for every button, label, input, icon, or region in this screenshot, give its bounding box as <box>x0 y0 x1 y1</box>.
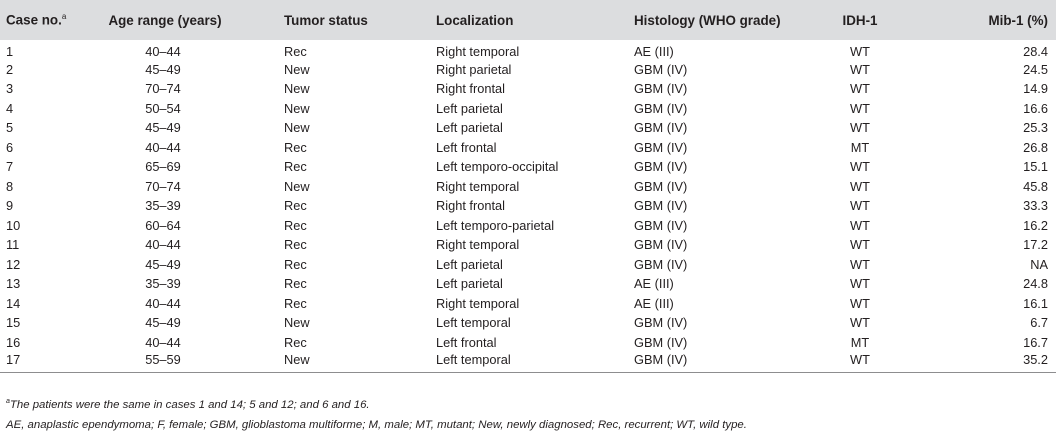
cell-idh1: MT <box>850 334 870 350</box>
cell-case-no: 11 <box>6 237 20 253</box>
footnote-a-sup: a <box>6 398 10 405</box>
cell-age-range: 55–59 <box>88 352 278 373</box>
cell-tumor-status: New <box>284 120 310 136</box>
table-row <box>0 157 1056 177</box>
table-row <box>0 118 1056 138</box>
footnote-abbreviations: AE, anaplastic ependymoma; F, female; GBM, glioblastoma multiforme; M, male; MT, mutant; New, newly diagnosed; Rec, recurrent; WT, wild type. <box>6 418 747 431</box>
cell-mib1: 16.7 <box>1023 334 1048 350</box>
cell-age-range: 45–49 <box>145 120 181 136</box>
cell-histology: GBM (IV) <box>628 352 814 373</box>
cell-localization: Right temporal <box>436 178 520 194</box>
cell-case-no: 10 <box>6 217 21 233</box>
header-mib1: Mib-1 (%) <box>942 0 1056 40</box>
cell-mib1: 33.3 <box>1023 198 1048 214</box>
cell-case-no: 13 <box>6 276 21 292</box>
cell-case-no: 12 <box>6 256 21 272</box>
cell-histology: GBM (IV) <box>634 178 688 194</box>
cell-idh1: WT <box>850 237 870 253</box>
table-row <box>0 274 1056 294</box>
table-row <box>0 333 1056 353</box>
cell-idh1: WT <box>850 100 870 116</box>
cell-tumor-status: Rec <box>284 198 307 214</box>
cell-histology: GBM (IV) <box>634 139 688 155</box>
table-row <box>0 177 1056 197</box>
cell-localization: Right temporal <box>436 237 520 253</box>
cell-idh1: WT <box>850 120 870 136</box>
cell-histology: GBM (IV) <box>634 256 688 272</box>
table-row <box>0 40 1056 60</box>
cell-histology: GBM (IV) <box>634 334 688 350</box>
cell-age-range: 45–49 <box>145 315 181 331</box>
table-row <box>0 60 1056 80</box>
header-idh1: IDH-1 <box>814 0 942 40</box>
cell-case-no: 8 <box>6 178 14 194</box>
cell-mib1: NA <box>1030 256 1048 272</box>
cell-age-range: 40–44 <box>145 334 181 350</box>
table-row <box>0 99 1056 119</box>
header-age-range: Age range (years) <box>88 0 278 40</box>
header-case-no: Case no.$^a$ <box>0 0 88 40</box>
cell-localization: Left temporo-parietal <box>436 217 555 233</box>
cell-tumor-status: Rec <box>284 295 307 311</box>
cell-case-no: 15 <box>6 315 21 331</box>
cell-idh1: WT <box>850 159 870 175</box>
cell-case-no: 6 <box>6 139 14 155</box>
cell-idh1: WT <box>850 256 870 272</box>
cell-tumor-status: New <box>284 61 310 77</box>
cell-case-no: 17 <box>0 352 88 373</box>
cell-mib1: 16.1 <box>1023 295 1048 311</box>
cell-age-range: 60–64 <box>145 217 181 233</box>
cell-age-range: 35–39 <box>145 276 181 292</box>
cell-age-range: 70–74 <box>145 178 181 194</box>
cell-localization: Right frontal <box>436 81 505 97</box>
cell-histology: AE (III) <box>634 276 674 292</box>
cell-age-range: 40–44 <box>145 237 181 253</box>
cell-histology: GBM (IV) <box>634 237 688 253</box>
table-row <box>0 255 1056 275</box>
cell-localization: Right parietal <box>436 61 512 77</box>
cell-histology: GBM (IV) <box>634 315 688 331</box>
cell-mib1: 45.8 <box>1023 178 1048 194</box>
cell-case-no: 9 <box>6 198 14 214</box>
cell-age-range: 65–69 <box>145 159 181 175</box>
cell-idh1: WT <box>850 198 870 214</box>
cell-mib1: 35.2 <box>942 352 1056 373</box>
cell-localization: Left frontal <box>436 334 497 350</box>
cell-idh1: WT <box>850 44 870 60</box>
cell-age-range: 35–39 <box>145 198 181 214</box>
cell-localization: Left parietal <box>436 276 503 292</box>
cell-tumor-status: New <box>284 315 310 331</box>
cell-localization: Left temporo-occipital <box>436 159 559 175</box>
table-row <box>0 196 1056 216</box>
header-row <box>0 0 1056 40</box>
cell-case-no: 7 <box>6 159 14 175</box>
cell-tumor-status: Rec <box>284 159 307 175</box>
cell-mib1: 25.3 <box>1023 120 1048 136</box>
cell-age-range: 40–44 <box>145 295 181 311</box>
cell-age-range: 45–49 <box>145 61 181 77</box>
cell-mib1: 6.7 <box>1030 315 1048 331</box>
cell-localization: Left temporal <box>430 352 628 373</box>
cell-age-range: 70–74 <box>145 81 181 97</box>
cell-idh1: WT <box>850 295 870 311</box>
cell-tumor-status: Rec <box>284 276 307 292</box>
table-row <box>0 79 1056 99</box>
cell-case-no: 1 <box>6 44 14 60</box>
header-tumor-status: Tumor status <box>278 0 430 40</box>
cell-tumor-status: New <box>284 81 310 97</box>
cell-tumor-status: Rec <box>284 139 307 155</box>
cell-histology: AE (III) <box>634 295 674 311</box>
cell-case-no: 4 <box>6 100 14 116</box>
cell-tumor-status: Rec <box>284 44 307 60</box>
footnote-a <box>6 392 747 415</box>
cell-age-range: 40–44 <box>145 44 181 60</box>
cell-localization: Left parietal <box>436 100 503 116</box>
table-body <box>0 40 1056 373</box>
cell-tumor-status: Rec <box>284 217 307 233</box>
cell-idh1: WT <box>850 81 870 97</box>
cell-histology: GBM (IV) <box>634 159 688 175</box>
cell-mib1: 26.8 <box>1023 139 1048 155</box>
cell-mib1: 16.6 <box>1023 100 1048 116</box>
cell-tumor-status: New <box>284 178 310 194</box>
cell-mib1: 24.8 <box>1023 276 1048 292</box>
cell-age-range: 40–44 <box>145 139 181 155</box>
cell-mib1: 24.5 <box>1023 61 1048 77</box>
cell-tumor-status: New <box>278 352 430 373</box>
cell-age-range: 45–49 <box>145 256 181 272</box>
table-header <box>0 0 1056 40</box>
footnote-a-text: The patients were the same in cases 1 and 14; 5 and 12; and 6 and 16. <box>9 398 370 411</box>
cell-localization: Left frontal <box>436 139 497 155</box>
cell-localization: Right temporal <box>436 295 520 311</box>
cell-localization: Left parietal <box>436 120 503 136</box>
cell-mib1: 16.2 <box>1023 217 1048 233</box>
cell-histology: GBM (IV) <box>634 100 688 116</box>
cell-idh1: WT <box>814 352 942 373</box>
cell-histology: GBM (IV) <box>634 81 688 97</box>
cell-tumor-status: Rec <box>284 334 307 350</box>
cell-localization: Left parietal <box>436 256 503 272</box>
cell-histology: GBM (IV) <box>634 217 688 233</box>
cell-idh1: WT <box>850 178 870 194</box>
cell-tumor-status: Rec <box>284 237 307 253</box>
header-case-sup: a <box>61 12 67 22</box>
cell-idh1: WT <box>850 61 870 77</box>
header-localization: Localization <box>430 0 628 40</box>
cell-mib1: 14.9 <box>1023 81 1048 97</box>
table-row <box>0 352 1056 373</box>
cell-idh1: WT <box>850 276 870 292</box>
cell-localization: Left temporal <box>436 315 511 331</box>
cell-histology: GBM (IV) <box>634 120 688 136</box>
cell-mib1: 28.4 <box>1023 44 1048 60</box>
cell-case-no: 3 <box>6 81 14 97</box>
table-row <box>0 313 1056 333</box>
table-row <box>0 294 1056 314</box>
cell-tumor-status: New <box>284 100 310 116</box>
cell-idh1: WT <box>850 315 870 331</box>
cell-idh1: MT <box>850 139 870 155</box>
header-histology: Histology (WHO grade) <box>628 0 814 40</box>
cell-tumor-status: Rec <box>284 256 307 272</box>
table-footnotes <box>6 392 747 435</box>
table-row <box>0 235 1056 255</box>
table-row <box>0 138 1056 158</box>
cell-case-no: 2 <box>6 61 14 77</box>
cell-histology: AE (III) <box>634 44 674 60</box>
cell-age-range: 50–54 <box>145 100 181 116</box>
cell-mib1: 17.2 <box>1023 237 1048 253</box>
cell-mib1: 15.1 <box>1023 159 1048 175</box>
cell-histology: GBM (IV) <box>634 61 688 77</box>
cell-localization: Right temporal <box>436 44 520 60</box>
cell-idh1: WT <box>850 217 870 233</box>
cell-case-no: 14 <box>6 295 21 311</box>
table-row <box>0 216 1056 236</box>
cell-case-no: 5 <box>6 120 14 136</box>
cell-histology: GBM (IV) <box>634 198 688 214</box>
cell-localization: Right frontal <box>436 198 505 214</box>
cell-case-no: 16 <box>6 334 21 350</box>
